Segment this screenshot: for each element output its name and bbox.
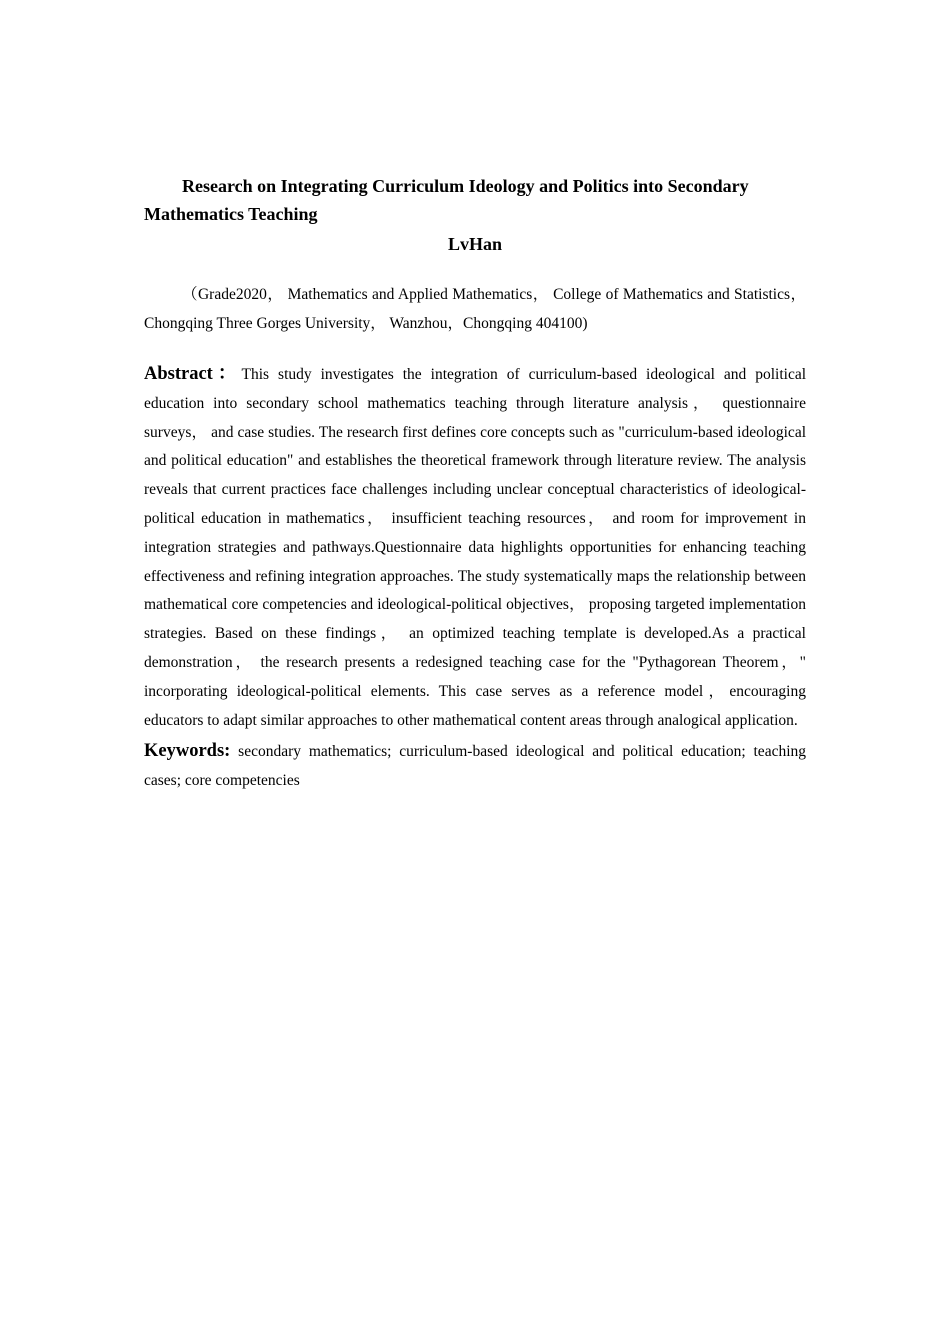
keywords-text: secondary mathematics; curriculum-based ideological and political education; teaching cases; core competencies [144,743,807,790]
abstract-text: This study investigates the integration of curriculum-based ideological and political education into secondary school mathematics teaching through literature analysis， questionnaire surveys， and case studies. The research first defines core concepts such as "curriculum-based ideological and political education" and establishes the theoretical framework through literature review. The analysis reveals that current practices face challenges including unclear conceptual characteristics of ideological-political education in mathematics， insufficient teaching resources， and room for improvement in integration strategies and pathways.Questionnaire data highlights opportunities for enhancing teaching effectiveness and refining integration approaches. The study systematically maps the relationship between mathematical core competencies and ideological-political objectives， proposing targeted implementation strategies. Based on these findings， an optimized teaching template is developed.As a practical demonstration， the research presents a redesigned teaching case for the "Pythagorean Theorem，" incorporating ideological-political elements. This case serves as a reference model，encouraging educators to adapt similar approaches to other mathematical content areas through analogical application. [144,366,807,729]
keywords-label: Keywords: [144,741,231,762]
author-affiliation: （Grade2020， Mathematics and Applied Mathematics， College of Mathematics and Statistics， Chongqing Three Gorges University， Wanzhou，Chongqing 404100) [144,286,806,332]
author-name: LvHan [447,234,503,254]
paper-title: Research on Integrating Curriculum Ideology and Politics into Secondary Mathematics Teaching [144,176,749,224]
paper-page [144,172,806,796]
abstract [144,360,806,735]
abstract-label: Abstract： [144,364,242,384]
keywords [144,737,806,796]
